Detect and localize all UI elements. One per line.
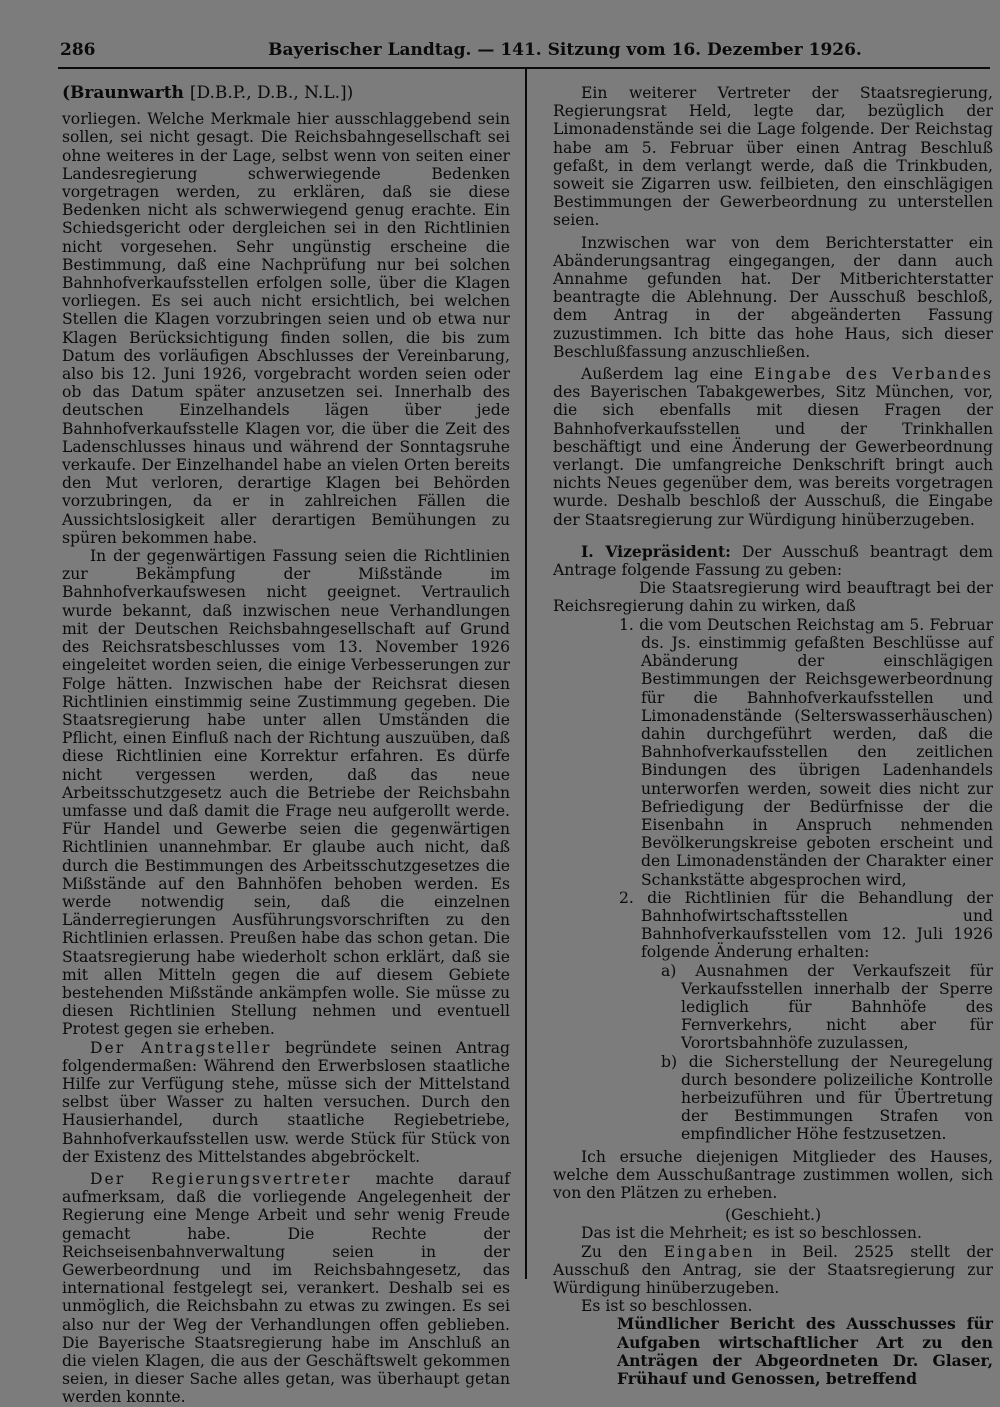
paragraph-text: Der Ausschuß beantragt dem Antrage folgende Fassung zu geben: <box>553 542 993 580</box>
paragraph-text: begründete seinen Antrag folgendermaßen: Während den Erwerbslosen staatliche Hilfe zur Verfügung stehe, müsse sich der Mittelstand selbst über Wasser zu halten versuchen. Durch den Hausierhandel, durch staatliche Regiebetriebe, Bahnhofverkaufsstellen usw. werde Stück für Stück von der Existenz des Mittelstandes abgebröckelt. <box>62 1038 510 1166</box>
paragraph: vorliegen. Welche Merkmale hier ausschlaggebend sein sollen, sei nicht gesagt. Die Reichsbahngesellschaft sei ohne weiteres in der Lage, selbst wenn von seiten einer Landesregierung schwerwiegende Bedenken vorgetragen werden, zu erklären, daß sie diese Bedenken nicht als schwerwiegend genug erachte. Ein Schiedsgericht oder dergleichen sei in den Richtlinien nicht vorgesehen. Sehr ungünstig erscheine die Bestimmung, daß eine Nachprüfung nur bei solchen Bahnhofverkaufsstellen erfolgen solle, über die Klagen vorliegen. Es sei auch nicht ersichtlich, bei welchen Stellen die Klagen vorzubringen seien und ob etwa nur Klagen Berücksichtigung finden sollen, die bis zum Datum des vorläufigen Abschlusses der Vereinbarung, also bis 12. Juni 1926, vorgebracht worden seien oder ob das Datum später anzusetzen sei. Innerhalb des deutschen Einzelhandels lägen über jede Bahnhofverkaufsstelle Klagen vor, die über die Zeit des Ladenschlusses hinaus und während der Sonntagsruhe verkaufe. Der Einzelhandel habe an vielen Orten bereits den Mut verloren, derartige Klagen bei Behörden vorzubringen, da er in zahlreichen Fällen die Aussichtslosigkeit aller derartigen Bemühungen zu spüren bekommen habe. <box>62 110 510 547</box>
paragraph-text: in Beil. 2525 stellt der Ausschuß den Antrag, sie der Staatsregierung zur Würdigung hinüberzugeben. <box>553 1242 994 1297</box>
speaker-vizepraesident: I. Vizepräsident: <box>581 541 731 561</box>
emphasis: Eingaben <box>663 1242 755 1261</box>
page-number: 286 <box>60 40 96 60</box>
emphasis: Eingabe des Verbandes <box>753 365 994 384</box>
paragraph: In der gegenwärtigen Fassung seien die Richtlinien zur Bekämpfung der Mißstände im Bahnhofverkaufswesen nicht geeignet. Vertraulich wurde bekannt, daß inzwischen neue Verhandlungen mit der Deutschen Reichsbahngesellschaft auf Grund des Reichsratsbeschlusses vom 13. November 1926 eingeleitet worden seien, die einige Verbesserungen zur Folge hätten. Inzwischen habe der Reichsrat diesen Richtlinien einstimmig seine Zustimmung gegeben. Die Staatsregierung habe unter allen Umständen die Pflicht, einen Einfluß nach der Richtung auszuüben, daß diese Richtlinien eine Korrektur erfahren. Es dürfe nicht vergessen werden, daß das neue Arbeitsschutzgesetz auch die Betriebe der Reichsbahn umfasse und daß damit die Frage neu aufgerollt werde. Für Handel und Gewerbe seien die gegenwärtigen Richtlinien unannehmbar. Er glaube auch nicht, daß durch die Bestimmungen des Arbeitsschutzgesetzes die Mißstände auf den Bahnhöfen behoben werden. Es werde notwendig sein, daß die einzelnen Länderregierungen Ausführungsvorschriften zu den Richtlinien erlassen. Preußen habe das schon getan. Die Staatsregierung habe wiederholt schon erklärt, daß sie mit allen Mitteln gegen die auf diesem Gebiete bestehenden Mißstände ankämpfen wolle. Sie müsse zu diesen Richtlinien Stellung nehmen und eventuell Protest gegen sie erheben. <box>62 547 510 1039</box>
paragraph: Ich ersuche diejenigen Mitglieder des Hauses, welche dem Ausschußantrage zustimmen wollen, sich von den Plätzen zu erheben. <box>553 1147 993 1202</box>
page-header <box>60 36 960 64</box>
left-column <box>62 84 510 1407</box>
list-item: 1. die vom Deutschen Reichstag am 5. Februar ds. Js. einstimmig gefaßten Beschlüsse auf Abänderung der einschlägigen Bestimmungen der Reichsgewerbeordnung für die Bahnhofverkaufsstellen und Limonadenstände (Selterswasserhäuschen) dahin durchgeführt werden, daß die Bahnhofverkaufsstellen den zeitlichen Bindungen des übrigen Ladenhandels unterworfen werden, soweit dies nicht zur Befriedigung der Bedürfnisse der die Eisenbahn in Anspruch nehmenden Bevölkerungskreise geboten erscheint und den Limonadenständen der Charakter einer Schankstätte abgesprochen wird, <box>619 615 993 889</box>
paragraph: Das ist die Mehrheit; es ist so beschlossen. <box>581 1224 922 1243</box>
paragraph-text: machte darauf aufmerksam, daß die vorliegende Angelegenheit der Regierung eine Menge Arbeit und sehr wenig Freude gemacht habe. Die Rechte der Reichseisenbahnverwaltung seien in der Gewerbeordnung und im Reichsbahngesetz, das international festgelegt sei, verankert. Deshalb sei es unmöglich, die Reichsbahn zu etwas zu zwingen. Es sei also nur der Weg der Verhandlungen offen geblieben. Die Bayerische Staatsregierung habe im Anschluß an die vielen Klagen, die aus der Geschäftswelt gekommen seien, in dieser Sache alles getan, was überhaupt getan werden konnte. <box>62 1169 510 1407</box>
report-heading: Mündlicher Bericht des Ausschusses für Aufgaben wirtschaftlicher Art zu den Anträgen der Abgeordneten Dr. Glaser, Frühauf und Genossen, betreffend <box>617 1314 993 1389</box>
paragraph <box>553 543 993 579</box>
paragraph <box>62 1170 510 1407</box>
list-item: 2. die Richtlinien für die Behandlung der Bahnhofwirtschaftsstellen und Bahnhofverkaufsstellen vom 12. Juli 1926 folgende Änderung erhalten: <box>619 888 993 962</box>
paragraph <box>553 365 993 529</box>
right-column <box>553 84 993 1388</box>
paragraph: (Geschieht.) <box>724 1206 822 1225</box>
speaker-party: [D.B.P., D.B., N.L.]) <box>189 83 354 103</box>
paragraph-text: Zu den <box>581 1242 664 1261</box>
column-divider <box>525 69 527 1279</box>
paragraph-text: des Bayerischen Tabakgewerbes, Sitz München, vor, die sich ebenfalls mit diesen Fragen der Bahnhofverkaufsstellen und der Trinkhallen beschäftigt und eine Änderung der Gewerbeordnung verlangt. Die umfangreiche Denkschrift bringt auch nichts Neues gegenüber dem, was bereits vorgetragen wurde. Deshalb beschloß der Ausschuß, die Eingabe der Staatsregierung zur Würdigung hinüberzugeben. <box>553 383 993 529</box>
list-subitem: a) Ausnahmen der Verkaufszeit für Verkaufsstellen innerhalb der Sperre lediglich für Bahnhöfe des Fernverkehrs, nicht aber für Vorortsbahnhöfe zuzulassen, <box>661 961 993 1053</box>
emphasis: Der Antragsteller <box>90 1038 272 1057</box>
paragraph-text: Außerdem lag eine <box>581 365 754 384</box>
paragraph <box>62 1039 510 1166</box>
header-rule <box>58 67 990 69</box>
running-title: Bayerischer Landtag. — 141. Sitzung vom 16. Dezember 1926. <box>268 40 862 60</box>
paragraph: Ein weiterer Vertreter der Staatsregierung, Regierungsrat Held, legte dar, bezüglich der Limonadenstände sei die Lage folgende. Der Reichstag habe am 5. Februar über einen Antrag Beschluß gefaßt, in dem verlangt werde, daß die Trinkbuden, soweit sie Zigarren usw. feilbieten, den einschlägigen Bestimmungen der Gewerbeordnung zu unterstellen seien. <box>553 84 993 230</box>
paragraph: Inzwischen war von dem Berichterstatter ein Abänderungsantrag eingegangen, der dann auch Annahme gefunden hat. Der Mitberichterstatter beantragte die Ablehnung. Der Ausschuß beschloß, dem Antrag in der abgeänderten Fassung zuzustimmen. Ich bitte das hohe Haus, sich dieser Beschlußfassung anzuschließen. <box>553 233 993 361</box>
list-subitem: b) die Sicherstellung der Neuregelung durch besondere polizeiliche Kontrolle herbeizuführen und für Übertretung der Bestimmungen Strafen von empfindlicher Höhe festzusetzen. <box>661 1052 993 1144</box>
motion-text: Die Staatsregierung wird beauftragt bei der Reichsregierung dahin zu wirken, daß <box>553 579 993 616</box>
speaker-line <box>62 84 510 102</box>
paragraph: Es ist so beschlossen. <box>581 1297 753 1316</box>
speaker-name: (Braunwarth <box>62 83 184 103</box>
paragraph <box>553 1243 993 1298</box>
emphasis: Der Regierungsvertreter <box>90 1169 352 1188</box>
